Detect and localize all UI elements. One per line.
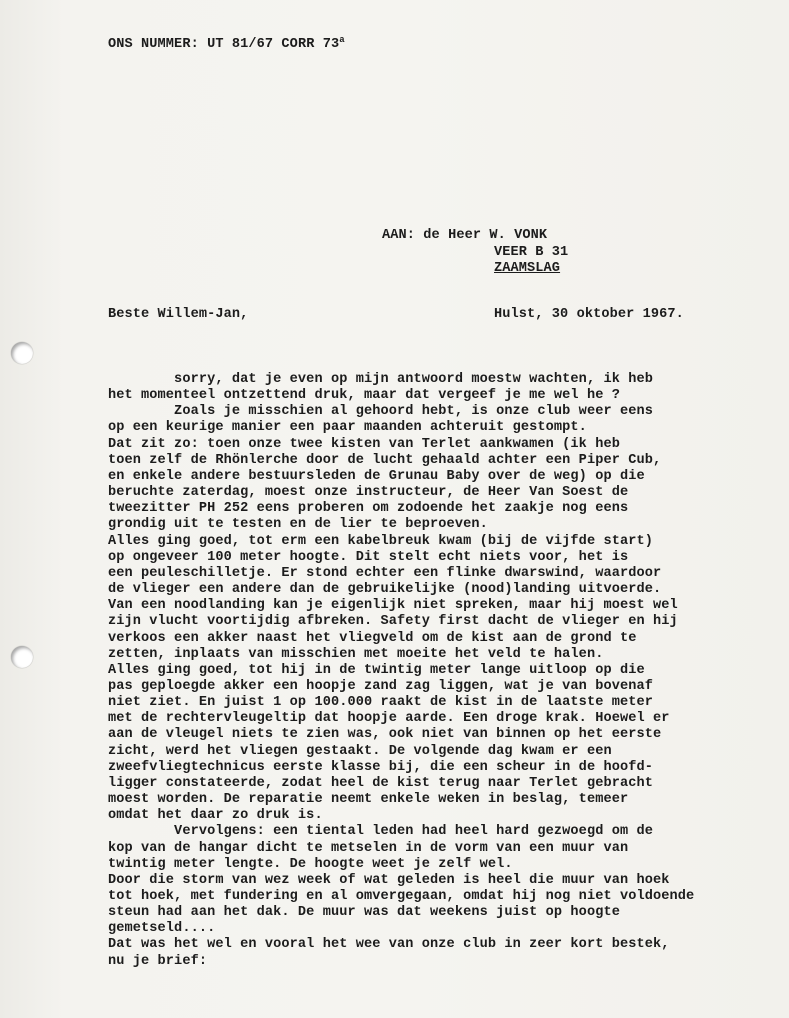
letter-body <box>108 372 768 970</box>
body-line: sorry, dat je even op mijn antwoord moestw wachten, ik heb <box>108 372 653 387</box>
address-name: de Heer W. VONK <box>423 228 548 243</box>
body-line: kop van de hangar dicht te metselen in de vorm van een muur van <box>108 840 629 856</box>
body-line: nu je brief: <box>108 953 208 969</box>
body-line: met de rechtervleugeltip dat hoopje aarde. Een droge krak. Hoewel er <box>108 711 670 727</box>
body-line: zetten, inplaats van misschien met moeite het veld te halen. <box>108 646 604 662</box>
body-line: beruchte zaterdag, moest onze instructeur, de Heer Van Soest de <box>108 485 629 501</box>
body-line: Vervolgens: een tiental leden had heel hard gezwoegd om de <box>108 824 653 840</box>
body-line: het momenteel ontzettend druk, maar dat vergeef je me wel he ? <box>108 388 620 404</box>
place-date: Hulst, 30 oktober 1967. <box>494 307 684 322</box>
body-line: pas geploegde akker een hoopje zand zag liggen, wat je van bovenaf <box>108 678 653 694</box>
body-line: zweefvliegtechnicus eerste klasse bij, die een scheur in de hoofd- <box>108 759 653 775</box>
body-line: op ongeveer 100 meter hoogte. Dit stelt echt niets voor, het is <box>108 549 629 565</box>
address-line-1 <box>382 228 547 244</box>
address-city: ZAAMSLAG <box>494 261 561 276</box>
body-line: Zoals je misschien al gehoord hebt, is onze club weer eens <box>108 404 653 420</box>
body-line: zijn vlucht voortijdig afbreken. Safety first dacht de vlieger en hij <box>108 614 678 630</box>
body-line: Door die storm van wez week of wat geleden is heel die muur van hoek <box>108 872 670 888</box>
salutation: Beste Willem-Jan, <box>108 307 249 322</box>
body-line: en enkele andere bestuursleden de Grunau Baby over de weg) op die <box>108 468 645 484</box>
address-prefix: AAN: <box>382 228 416 243</box>
body-line: tot hoek, met fundering en al omvergegaan, omdat hij nog niet voldoende <box>108 889 695 904</box>
body-line: gemetseld.... <box>108 921 216 937</box>
body-line: de vlieger een andere dan de gebruikelijke (nood)landing uitvoerde. <box>108 582 662 598</box>
reference-value: UT 81/67 CORR 73 <box>207 37 340 52</box>
body-line: twintig meter lengte. De hoogte weet je zelf wel. <box>108 856 513 872</box>
body-line: een peuleschilletje. Er stond echter een flinke dwarswind, waardoor <box>108 565 662 581</box>
body-line: niet ziet. En juist 1 op 100.000 raakt de kist in de laatste meter <box>108 695 653 711</box>
body-line: Dat was het wel en vooral het wee van onze club in zeer kort bestek, <box>108 937 670 953</box>
body-line: verkoos een akker naast het vliegveld om de kist aan de grond te <box>108 630 637 646</box>
body-line: aan de vleugel niets te zien was, ook niet van binnen op het eerste <box>108 727 662 743</box>
address-street: VEER B 31 <box>494 245 569 260</box>
body-line: Van een noodlanding kan je eigenlijk niet spreken, maar hij moest wel <box>108 598 678 614</box>
reference-label: ONS NUMMER: <box>108 37 199 52</box>
reference-number <box>108 32 345 53</box>
body-line: Dat zit zo: toen onze twee kisten van Terlet aankwamen (ik heb <box>108 436 620 452</box>
body-line: ligger constateerde, zodat heel de kist terug naar Terlet gebracht <box>108 775 653 791</box>
body-line: zicht, werd het vliegen gestaakt. De volgende dag kwam er een <box>108 743 612 759</box>
body-line: moest worden. De reparatie neemt enkele weken in beslag, temeer <box>108 792 629 808</box>
body-line: omdat het daar zo druk is. <box>108 808 323 824</box>
body-line: tweezitter PH 252 eens proberen om zodoende het zaakje nog eens <box>108 501 629 517</box>
body-line: steun had aan het dak. De muur was dat weekens juist op hoogte <box>108 905 620 921</box>
body-line: toen zelf de Rhönlerche door de lucht gehaald achter een Piper Cub, <box>108 452 662 468</box>
punch-hole-bottom <box>11 646 33 668</box>
body-line: op een keurige manier een paar maanden achteruit gestompt. <box>108 420 587 436</box>
reference-superscript: a <box>339 35 345 45</box>
punch-hole-top <box>11 342 33 364</box>
body-line: grondig uit te testen en de lier te beproeven. <box>108 517 488 533</box>
body-line: Alles ging goed, tot hij in de twintig meter lange uitloop op die <box>108 662 645 678</box>
body-line: Alles ging goed, tot erm een kabelbreuk kwam (bij de vijfde start) <box>108 533 653 549</box>
